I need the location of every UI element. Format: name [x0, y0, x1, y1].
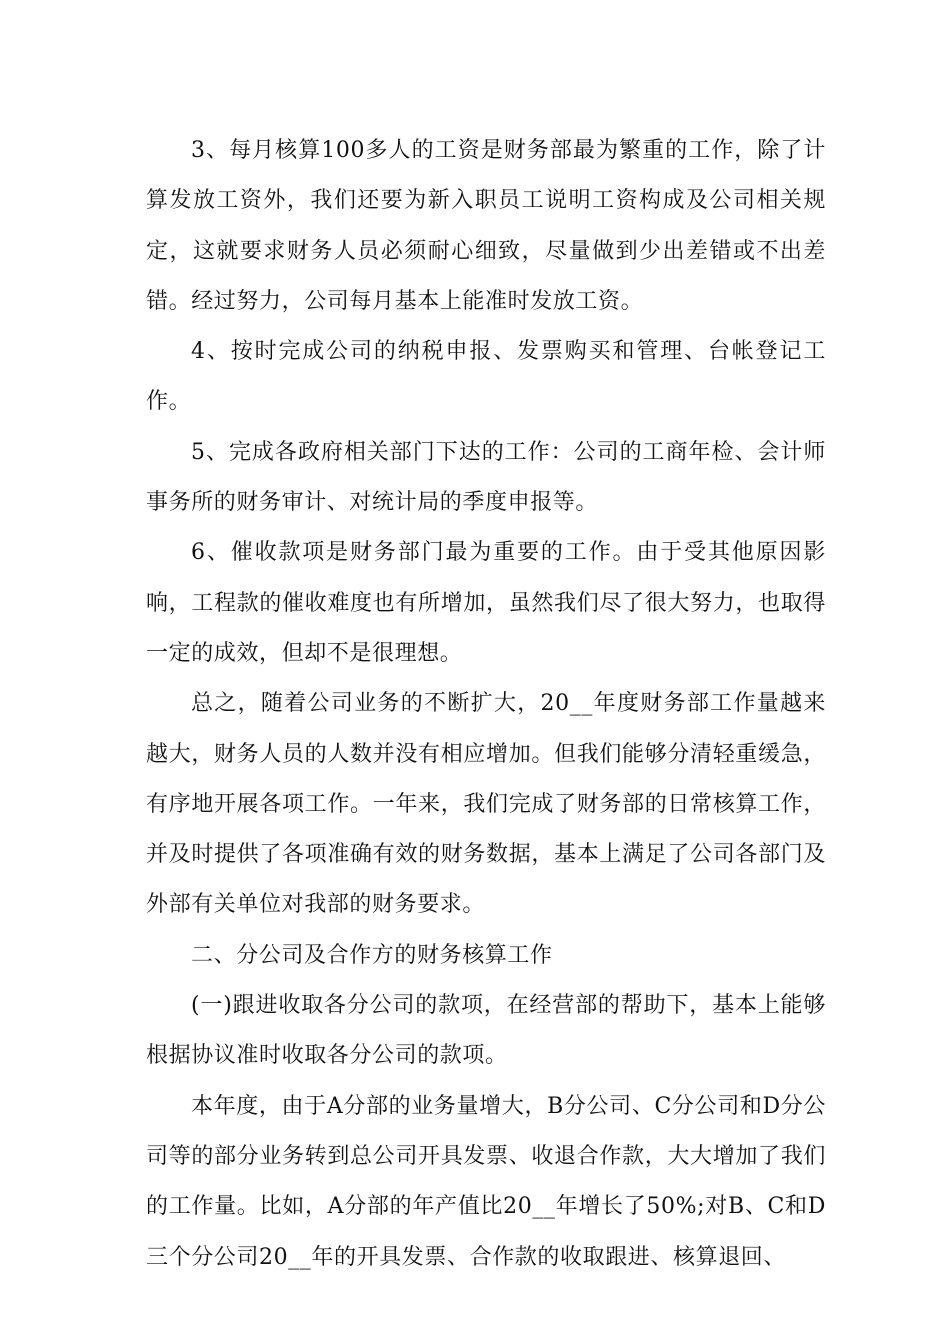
paragraph-salary-accounting: 3、每月核算100多人的工资是财务部最为繁重的工作，除了计算发放工资外，我们还要为新入职员工说明工资构成及公司相关规定，这就要求财务人员必须耐心细致，尽量做到少出差错或不出差错。经过努力，公司每月基本上能准时发放工资。: [146, 138, 826, 314]
paragraph-government-work: 5、完成各政府相关部门下达的工作：公司的工商年检、会计师事务所的财务审计、对统计局的季度申报等。: [146, 439, 826, 516]
paragraph-branch-payments: (一)跟进收取各分公司的款项，在经营部的帮助下，基本上能够根据协议准时收取各分公司的款项。: [146, 993, 826, 1069]
document-body: [146, 126, 826, 1283]
paragraph-collections: 6、催收款项是财务部门最为重要的工作。由于受其他原因影响，工程款的催收难度也有所增加，虽然我们尽了很大努力，也取得一定的成效，但却不是很理想。: [146, 540, 826, 666]
section-heading-branch-accounting: 二、分公司及合作方的财务核算工作: [191, 942, 553, 968]
paragraph-annual-workload: 本年度，由于A分部的业务量增大，B分公司、C分公司和D分公司等的部分业务转到总公司开具发票、收退合作款，大大增加了我们的工作量。比如，A分部的年产值比20__年增长了50%;对B、C和D三个分公司20__年的开具发票、合作款的收取跟进、核算退回、: [146, 1093, 826, 1270]
paragraph-tax-filing: 4、按时完成公司的纳税申报、发票购买和管理、台帐登记工作。: [146, 339, 826, 415]
paragraph-summary: 总之，随着公司业务的不断扩大，20__年度财务部工作量越来越大，财务人员的人数并没有相应增加。但我们能够分清轻重缓急，有序地开展各项工作。一年来，我们完成了财务部的日常核算工作，并及时提供了各项准确有效的财务数据，基本上满足了公司各部门及外部有关单位对我部的财务要求。: [146, 691, 826, 918]
